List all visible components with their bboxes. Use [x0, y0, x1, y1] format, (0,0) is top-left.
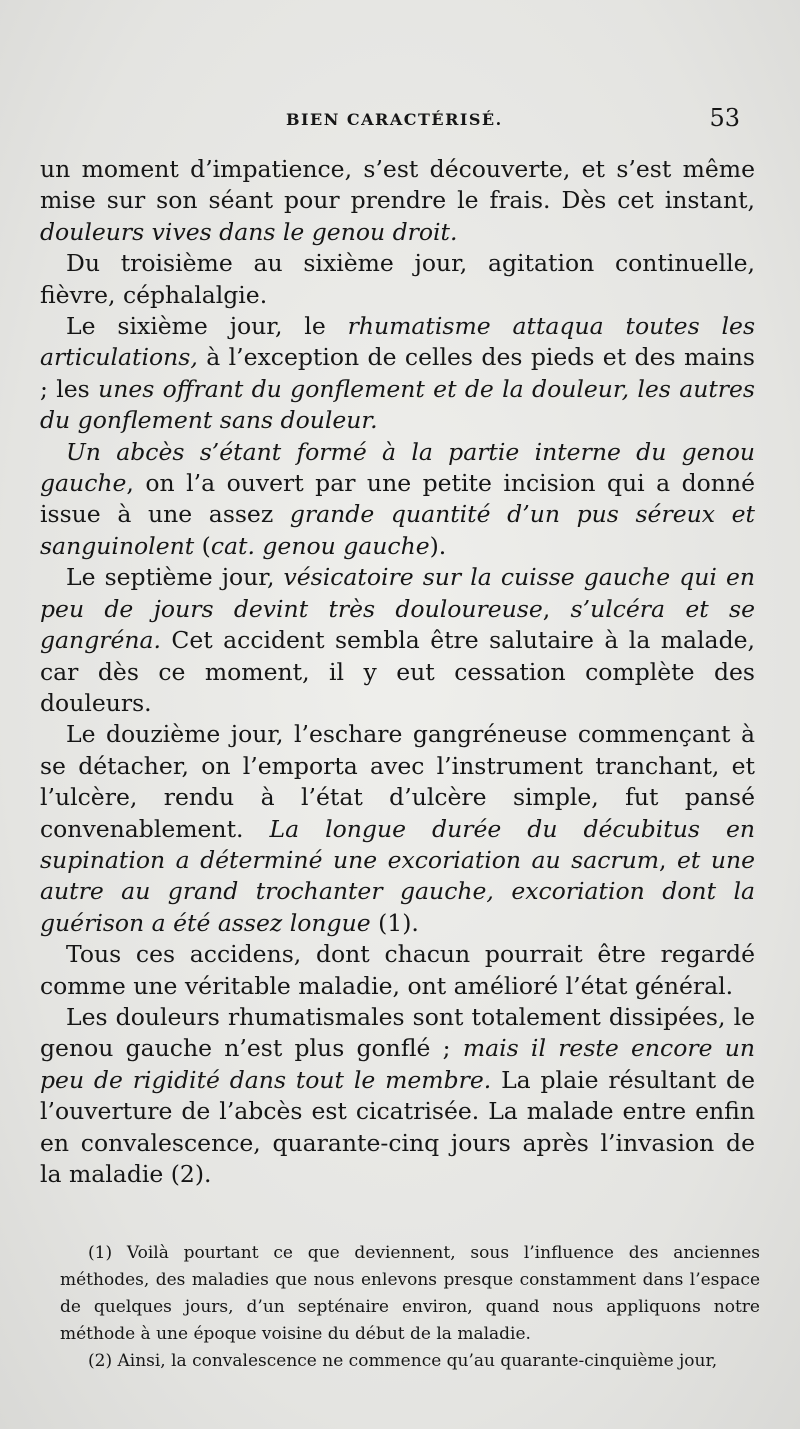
text-segment: Le sixième jour, le	[66, 312, 348, 341]
page-number: 53	[709, 104, 740, 132]
text-segment: à l’exception de celles des pieds et des mains ; les	[40, 343, 755, 403]
text-segment: Tous ces accidens, dont chacun pourrait être regardé comme une véritable maladie, ont amélioré l’état général.	[40, 940, 755, 1000]
footnote-2: (2) Ainsi, la convalescence ne commence qu’au quarante-cinquième jour,	[88, 1351, 718, 1371]
paragraph	[40, 939, 755, 1002]
text-segment: Le douzième jour, l’eschare gangréneuse commençant à se détacher, on l’emporta avec l’instrument tranchant, et l’ulcère, rendu à l’état d’ulcère simple, fut pansé convenablement.	[40, 720, 755, 843]
body-text	[40, 154, 755, 1190]
paragraph	[40, 311, 755, 437]
footnotes	[60, 1240, 760, 1375]
footnote-1: (1) Voilà pourtant ce que deviennent, sous l’influence des anciennes méthodes, des maladies que nous enlevons presque constamment dans l’espace de quelques jours, d’un septénaire environ, quand nous appliquons notre méthode à une époque voisine du début de la maladie.	[60, 1243, 760, 1344]
italic-segment: vésicatoire sur la cuisse gauche qui en peu de jours devint très douloureuse	[40, 563, 755, 623]
italic-segment: grande quantité d’un pus séreux et sanguinolent	[40, 500, 755, 560]
text-segment: (	[194, 531, 211, 560]
text-segment: Les douleurs rhumatismales sont totalement dissipées, le genou gauche n’est plus gonflé ;	[40, 1002, 755, 1063]
text-segment: ,	[542, 594, 571, 623]
text-segment: La plaie résultant de l’ouverture de l’abcès est cicatrisée. La malade entre enfin en convalescence, quarante-cinq jours après l’invasion de la maladie (2).	[40, 1065, 756, 1188]
paragraph	[40, 154, 755, 248]
italic-segment: douleurs vives dans le genou droit.	[40, 217, 458, 246]
text-segment: un moment d’impatience, s’est découverte, et s’est même mise sur son séant pour prendre le frais. Dès cet instant,	[40, 155, 755, 215]
italic-segment: et une autre au grand trochanter gauche, excoriation dont la guérison a été assez longue	[40, 845, 755, 937]
text-segment: Du troisième au sixième jour, agitation continuelle, fièvre, céphalalgie.	[40, 249, 755, 309]
text-segment: Cet accident sembla être salutaire à la malade, car dès ce moment, il y eut cessation complète des douleurs.	[40, 626, 755, 717]
text-segment: ).	[429, 531, 447, 560]
italic-segment: La longue durée du décubitus en supination a déterminé une excoriation au sacrum	[40, 814, 755, 874]
text-segment: (1).	[370, 908, 419, 937]
paragraph	[40, 719, 755, 939]
italic-segment: cat. genou gauche	[210, 531, 430, 560]
italic-segment: rhumatisme attaqua toutes les articulations,	[40, 312, 756, 372]
italic-segment: Un abcès s’étant formé à la partie interne du genou gauche	[40, 437, 755, 498]
paragraph	[40, 437, 755, 563]
paragraph	[40, 248, 755, 311]
italic-segment: mais il reste encore un peu de rigidité dans tout le membre.	[40, 1034, 755, 1094]
paragraph	[40, 562, 755, 719]
running-title: BIEN CARACTÉRISÉ.	[286, 110, 503, 129]
text-segment: , on l’a ouvert par une petite incision qui a donné issue à une assez	[40, 469, 755, 529]
italic-segment: unes offrant du gonflement et de la douleur, les autres du gonflement sans douleur.	[40, 374, 755, 435]
text-segment: Le septième jour,	[66, 563, 284, 592]
running-header	[40, 104, 740, 134]
paragraph	[40, 1002, 755, 1190]
italic-segment: s’ulcéra et se gangréna.	[40, 594, 755, 655]
text-segment: ,	[659, 845, 677, 874]
